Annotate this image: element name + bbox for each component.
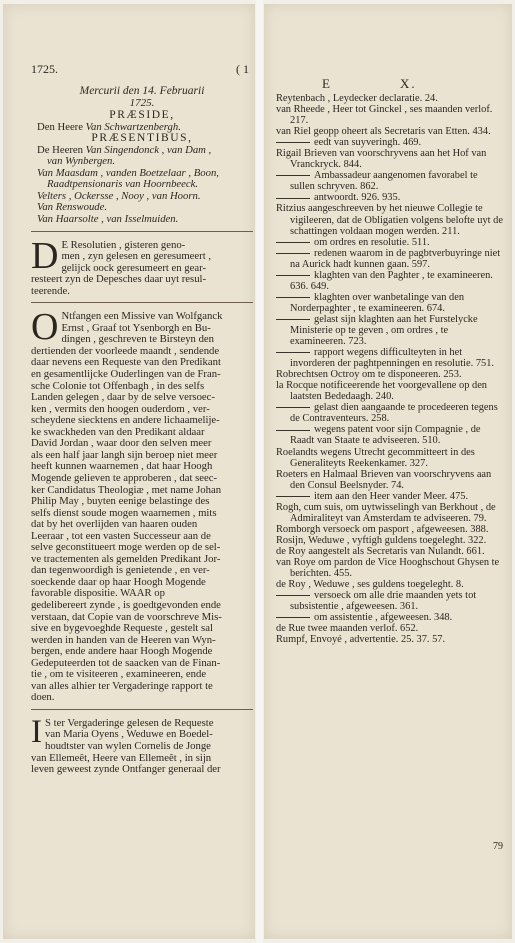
index-entry-text: item aan den Heer vander Meer. 475. [314, 490, 469, 502]
session-year: 1725. [129, 96, 155, 109]
right-page [264, 4, 512, 939]
year-header: 1725. [31, 62, 58, 76]
attendee-line: Van Renswoude. [37, 201, 108, 214]
text-line: als een half jaar langh sijn beroep niet meer [31, 448, 218, 461]
attendee-line: Van Maasdam , vanden Boetzelaar , Boon, [37, 166, 219, 179]
ditto-dash [276, 198, 310, 199]
index-entry [276, 292, 504, 314]
attendee-line: Van Haarsolte , van Isselmuiden. [37, 213, 179, 226]
section-rule [31, 231, 253, 232]
index-entry-text: versoeck om alle drie maanden yets tot subsistentie , afgeweesen. 361. [290, 590, 477, 613]
index-header-x: X. [400, 76, 417, 91]
index-entry [276, 347, 504, 369]
text-line: E Resolutien , gisteren geno- [61, 238, 186, 251]
index-entry-text: de Rue twee maanden verlof. 652. [276, 623, 419, 635]
index-entry-text: Roelandts wegens Utrecht gecommitteert in des Generaliteyts Reekenkamer. 327. [276, 446, 475, 469]
index-entry [276, 192, 504, 203]
index-entry-text: klaghten van den Paghter , te examineeren. 636. 649. [290, 269, 493, 292]
ditto-dash [276, 275, 310, 276]
index-entry-text: van Roye om pardon de Vice Hooghschout Ghysen te berichten. 455. [276, 556, 500, 580]
ditto-dash [276, 142, 310, 143]
index-entry [276, 502, 504, 524]
index-entry-text: Rosijn, Weduwe , vyftigh guldens toegeleght. 322. [276, 534, 487, 546]
index-entry [276, 623, 504, 634]
index-entry [276, 557, 504, 579]
text-line: gelijck oock geresumeert en gear- [61, 261, 207, 274]
drop-cap: D [31, 234, 59, 277]
ditto-dash [276, 253, 310, 254]
text-line: selfs dienst soude mogen waarnemen , mits [31, 506, 217, 519]
praeside-name: Van Schwartzenbergh. [85, 120, 181, 133]
index-entry-text: van Riel geopp oheert als Secretaris van Etten. 434. [276, 126, 491, 138]
index-entry [276, 380, 504, 402]
text-line: Ernst , Graaf tot Ysenborgh en Bu- [61, 321, 211, 334]
index-entry [276, 137, 504, 148]
text-line: selve geconstitueert moge werden op de sel- [31, 541, 221, 554]
index-entry-text: Rumpf, Envoyé , advertentie. 25. 37. 57. [276, 634, 446, 646]
ditto-dash [276, 297, 310, 298]
drop-cap: O [31, 306, 59, 349]
page-number: 79 [493, 841, 503, 852]
session-date: Mercurii den 14. Februarii [79, 85, 205, 97]
index-entry-text: de Roy , Weduwe , ses guldens toegeleght. 8. [276, 579, 464, 591]
text-line: resteert zyn de Depesches daar uyt resul- [31, 273, 207, 286]
index-entry-text: rapport wegens difficulteyten in het invorderen der paghtpenningen en resolutie. 751. [290, 347, 494, 370]
page-mark: ( 1 [236, 62, 249, 76]
index-entry-text: om ordres en resolutie. 511. [314, 236, 430, 248]
index-entry-text: Robrechtsen Octroy om te disponeeren. 253. [276, 369, 462, 381]
index-entry [276, 424, 504, 446]
text-line: tie , om te visiteeren , examineeren, ende [31, 668, 207, 681]
index-entry-text: antwoordt. 926. 935. [314, 192, 401, 204]
index-entry-text: Rogh, cum suis, om uytwisselingh van Berkhout , de Admiraliteyt van Amsterdam te adviseeren. 79. [276, 501, 496, 524]
text-line: soeckende daar op haar Hoogh Mogende [31, 575, 206, 588]
index-entry [276, 612, 504, 623]
index-entry-text: Romborgh versoeck om pasport , afgeweesen. 388. [276, 523, 489, 535]
index-entry [276, 469, 504, 491]
ditto-dash [276, 617, 310, 618]
attendee-names: Van Singendonck , van Dam , [85, 143, 212, 156]
index-entry [276, 491, 504, 502]
text-line: Landen gelegen , daar by de selve versoec- [31, 391, 215, 404]
index-entry-text: Roeters en Halmaal Brieven van voorschryvens aan den Consul Beelsnyder. 74. [276, 468, 492, 491]
section-rule [31, 302, 253, 303]
text-line: dertienden der voorleede maandt , sendende [31, 344, 220, 357]
text-line: ken , vermits den hoogen ouderdom , ver- [31, 402, 210, 415]
index-entry-text: wegens patent voor sijn Compagnie , de Raadt van Staate te adviseeren. 510. [290, 424, 481, 447]
index-list [276, 93, 504, 645]
index-entry [276, 447, 504, 469]
index-entry-text: redenen waarom in de pagbtverbuyringe niet na Aurick hadt kunnen gaan. 597. [290, 247, 501, 270]
text-line: David Jordan , waar door den selven meer [31, 437, 212, 450]
ditto-dash [276, 319, 310, 320]
index-entry [276, 579, 504, 590]
text-line: teerende. [31, 284, 70, 297]
attendee-line: Velters , Ockersse , Nooy , van Hoorn. [37, 189, 201, 202]
paragraph-missive [31, 306, 253, 704]
attendee-list [31, 145, 253, 226]
index-entry-text: eedt van suyveringh. 469. [314, 137, 422, 149]
text-line: Philip May , buyten eenige belastinge des [31, 495, 210, 508]
text-line: bergen, ende andere haar Hoogh Mogende [31, 645, 213, 658]
text-line: S ter Vergaderinge gelesen de Requeste [45, 716, 214, 729]
attendee-line: Raadtpensionaris van Hoornbeeck. [47, 178, 199, 191]
text-line: sche Colonie tot Offenbagh , in des selfs [31, 379, 205, 392]
index-entry [276, 590, 504, 612]
index-entry [276, 170, 504, 192]
index-entry [276, 237, 504, 248]
index-entry-text: Ambassadeur aangenomen favorabel te sullen schryven. 862. [290, 170, 478, 193]
index-entry [276, 402, 504, 424]
text-line: van Maria Oyens , Weduwe en Boedel- [45, 728, 213, 741]
praeside-heading: PRÆSIDE, [109, 109, 175, 122]
text-line: van alles alhier ter Vergaderinge rapport te [31, 679, 213, 692]
attendee-prefix: De Heeren [37, 143, 86, 156]
index-entry-text: gelast sijn klaghten aan het Furstelycke Ministerie op te geven , om ordres , te examineeren. 723. [290, 313, 478, 348]
section-rule [31, 709, 253, 710]
text-line: dat by het overlijden van haaren ouden [31, 518, 198, 531]
index-entry-text: Rigail Brieven van voorschryvens aan het Hof van Vranckryck. 844. [276, 148, 487, 171]
text-line: gedelibereert zynde , is goedtgevonden ende [31, 598, 221, 611]
text-line: en gesamentlijcke Ouderlingen van de Fran- [31, 368, 221, 381]
text-line: daar nevens een Requeste van den Predikant [31, 356, 221, 369]
paragraph-requeste [31, 713, 253, 776]
index-entry [276, 126, 504, 137]
page-gutter [256, 0, 263, 943]
index-entry-text: Ritzius aangeschreeven by het nieuwe Collegie te vigileeren, dat de Obligatien volgens belofte uyt de schattingen voldaan mogen werden. 211. [276, 203, 503, 237]
index-entry-text: la Rocque notificeerende het voorgevallene op den laatsten Bededaagh. 240. [276, 380, 487, 403]
text-line: favorable dispositie. WAAR op [31, 587, 165, 600]
drop-cap: I [31, 713, 42, 750]
text-line: werden in handen van de Heeren van Wyn- [31, 633, 216, 646]
text-line: ve tractementen als gemelden Predikant Jor- [31, 552, 221, 565]
text-line: dan tegenwoordigh is genietende , en ver- [31, 564, 210, 577]
index-entry [276, 270, 504, 292]
attendee-line: van Wynbergen. [47, 155, 116, 168]
text-line: dingen , geschreven te Birsteyn den [61, 333, 215, 346]
praeside-prefix: Den Heere [37, 120, 86, 133]
left-page [3, 4, 255, 939]
index-entry [276, 104, 504, 126]
text-line: Mogende gelieven te approberen , dat seec- [31, 471, 218, 484]
ditto-dash [276, 242, 310, 243]
text-line: men , zyn gelesen en geresumeert , [61, 250, 212, 263]
index-entry [276, 148, 504, 170]
praesentibus-heading: PRÆSENTIBUS, [91, 132, 193, 145]
text-line: doen. [31, 691, 55, 704]
text-line: heeft kunnen waarnemen , dat haar Hoogh [31, 460, 213, 473]
index-entry-text: klaghten over wanbetalinge van den Norderpaghter , te examineeren. 674. [290, 291, 465, 314]
index-entry [276, 314, 504, 347]
text-line: houdtster van wylen Cornelis de Jonge [45, 739, 211, 752]
ditto-dash [276, 407, 310, 408]
left-column [31, 84, 253, 776]
index-entry-text: om assistentie , afgeweesen. 348. [314, 612, 453, 624]
index-entry-text: gelast dien aangaande te procedeeren tegens de Contraventeurs. 258. [290, 402, 498, 425]
text-line: ker Candidatus Theologiæ , met name Johan [31, 483, 222, 496]
text-line: leven geweest zynde Ontfanger generaal der [31, 763, 221, 776]
text-line: ke swackheden van den Predikant aldaar [31, 425, 205, 438]
text-line: verstaan, dat Copie van de voorschreve Mis- [31, 610, 222, 623]
index-header-e: E [322, 76, 332, 91]
ditto-dash [276, 352, 310, 353]
ditto-dash [276, 175, 310, 176]
index-entry [276, 93, 504, 104]
index-entry [276, 248, 504, 270]
index-entry-text: van Rheede , Heer tot Ginckel , ses maanden verlof. 217. [276, 104, 493, 127]
index-entry [276, 634, 504, 645]
ditto-dash [276, 430, 310, 431]
text-line: scheydene siecktens en andere lichaamelije- [31, 414, 220, 427]
index-entry [276, 546, 504, 557]
ditto-dash [276, 595, 310, 596]
text-line: van Ellemeêt, Heere van Ellemeêt , in sijn [31, 751, 212, 764]
text-line: Gedeputeerden tot de saacken van de Finan- [31, 656, 221, 669]
text-line: Ntfangen een Missive van Wolfganck [61, 310, 223, 323]
index-entry-text: de Roy aangestelt als Secretaris van Nulandt. 661. [276, 545, 485, 557]
index-entry [276, 203, 504, 236]
index-entry [276, 369, 504, 380]
paragraph-resolutions [31, 234, 253, 298]
index-entry-text: Reytenbach , Leydecker declaratie. 24. [276, 93, 438, 104]
text-line: sive en bygevoeghde Requeste , gestelt sal [31, 622, 213, 635]
text-line: Leeraar , tot een vasten Successeur aan de [31, 529, 211, 542]
ditto-dash [276, 496, 310, 497]
index-entry [276, 524, 504, 535]
index-entry [276, 535, 504, 546]
